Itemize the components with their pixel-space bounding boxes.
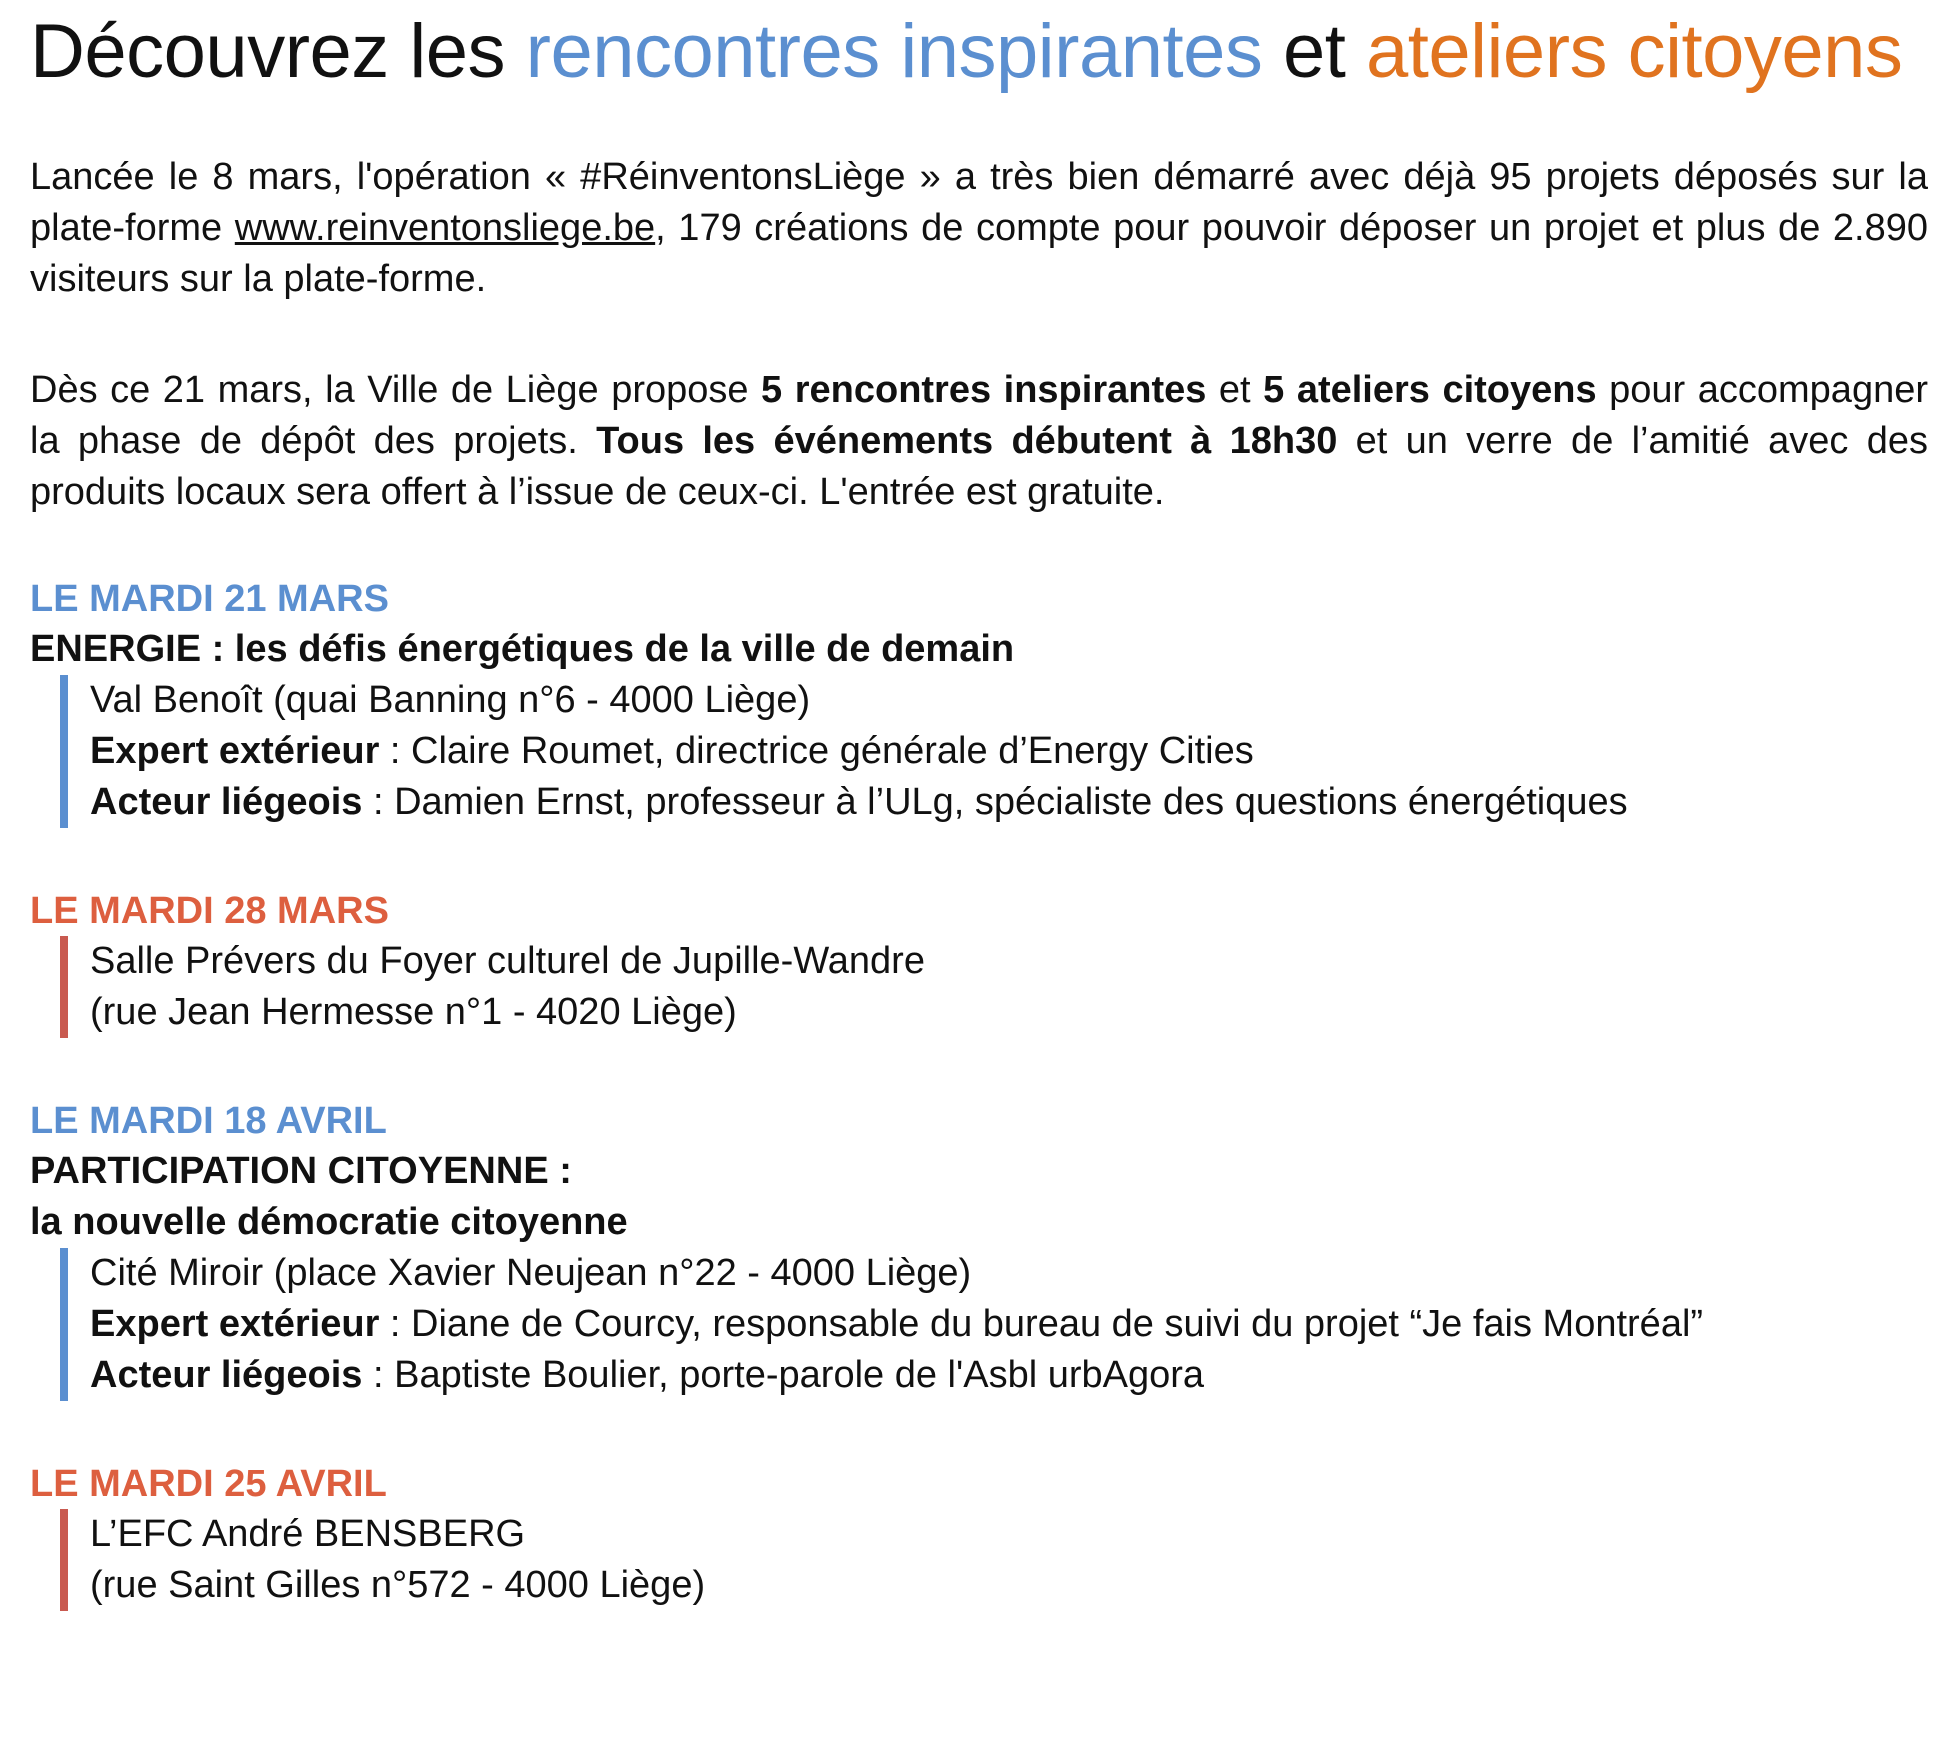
event-venue-line-2: (rue Saint Gilles n°572 - 4000 Liège) — [90, 1564, 706, 1606]
event-venue-line-1: Salle Prévers du Foyer culturel de Jupille-Wandre — [90, 940, 925, 982]
program-text-1: Dès ce 21 mars, la Ville de Liège propose — [30, 369, 762, 411]
program-text-4: et un verre de l’amitié avec des produits locaux sera offert à l’issue de ceux-ci. L'entrée est gratuite. — [30, 420, 1928, 513]
event-21-mars — [30, 574, 1928, 828]
event-date: LE MARDI 25 AVRIL — [30, 1463, 387, 1505]
event-actor — [90, 1350, 1928, 1401]
event-theme-line-2: la nouvelle démocratie citoyenne — [30, 1201, 628, 1243]
program-paragraph — [30, 365, 1928, 518]
program-bold-ateliers: 5 ateliers citoyens — [1263, 369, 1597, 411]
expert-label: Expert extérieur — [90, 1303, 380, 1345]
event-28-mars — [30, 886, 1928, 1038]
expert-text: : Diane de Courcy, responsable du bureau de suivi du projet “Je fais Montréal” — [379, 1303, 1704, 1345]
event-date: LE MARDI 28 MARS — [30, 890, 389, 932]
event-actor — [90, 777, 1928, 828]
event-date: LE MARDI 21 MARS — [30, 578, 389, 620]
expert-label: Expert extérieur — [90, 730, 380, 772]
program-text-2: et — [1206, 369, 1264, 411]
event-venue-line-1: L’EFC André BENSBERG — [90, 1513, 526, 1555]
document-page — [30, 0, 1928, 1611]
actor-label: Acteur liégeois — [90, 781, 363, 823]
website-link[interactable]: www.reinventonsliege.be — [234, 207, 656, 249]
event-details — [60, 675, 1928, 828]
event-details — [60, 1248, 1928, 1401]
event-venue: Cité Miroir (place Xavier Neujean n°22 - 4000 Liège) — [90, 1252, 972, 1294]
event-details — [60, 1509, 1928, 1611]
program-bold-rencontres: 5 rencontres inspirantes — [761, 369, 1207, 411]
actor-text: : Damien Ernst, professeur à l’ULg, spécialiste des questions énergétiques — [362, 781, 1628, 823]
event-venue-line-2: (rue Jean Hermesse n°1 - 4020 Liège) — [90, 991, 737, 1033]
event-details — [60, 936, 1928, 1038]
program-text-3: pour accompagner la phase de dépôt des projets. — [30, 369, 1928, 462]
intro-text-2: , 179 créations de compte pour pouvoir déposer un projet et plus de 2.890 visiteurs sur la plate-forme. — [30, 207, 1929, 300]
program-bold-start-time: Tous les événements débutent à 18h30 — [596, 420, 1338, 462]
title-highlight-rencontres: rencontres inspirantes — [525, 9, 1263, 94]
event-venue: Val Benoît (quai Banning n°6 - 4000 Liège) — [90, 679, 811, 721]
event-25-avril — [30, 1459, 1928, 1611]
expert-text: : Claire Roumet, directrice générale d’Energy Cities — [379, 730, 1254, 772]
intro-paragraph — [30, 152, 1928, 305]
title-part-3: et — [1262, 9, 1366, 94]
title-highlight-ateliers: ateliers citoyens — [1366, 9, 1903, 94]
intro-text-1: Lancée le 8 mars, l'opération « #RéinventonsLiège » a très bien démarré avec déjà 95 projets déposés sur la plate-forme — [30, 156, 1928, 249]
event-date: LE MARDI 18 AVRIL — [30, 1100, 387, 1142]
title-part-1: Découvrez les — [30, 9, 526, 94]
event-expert — [90, 726, 1928, 777]
event-theme-line-1: PARTICIPATION CITOYENNE : — [30, 1150, 572, 1192]
page-title — [30, 0, 1928, 100]
event-expert — [90, 1299, 1928, 1350]
actor-label: Acteur liégeois — [90, 1354, 363, 1396]
event-theme: ENERGIE : les défis énergétiques de la ville de demain — [30, 628, 1015, 670]
actor-text: : Baptiste Boulier, porte-parole de l'Asbl urbAgora — [362, 1354, 1205, 1396]
event-18-avril — [30, 1096, 1928, 1401]
